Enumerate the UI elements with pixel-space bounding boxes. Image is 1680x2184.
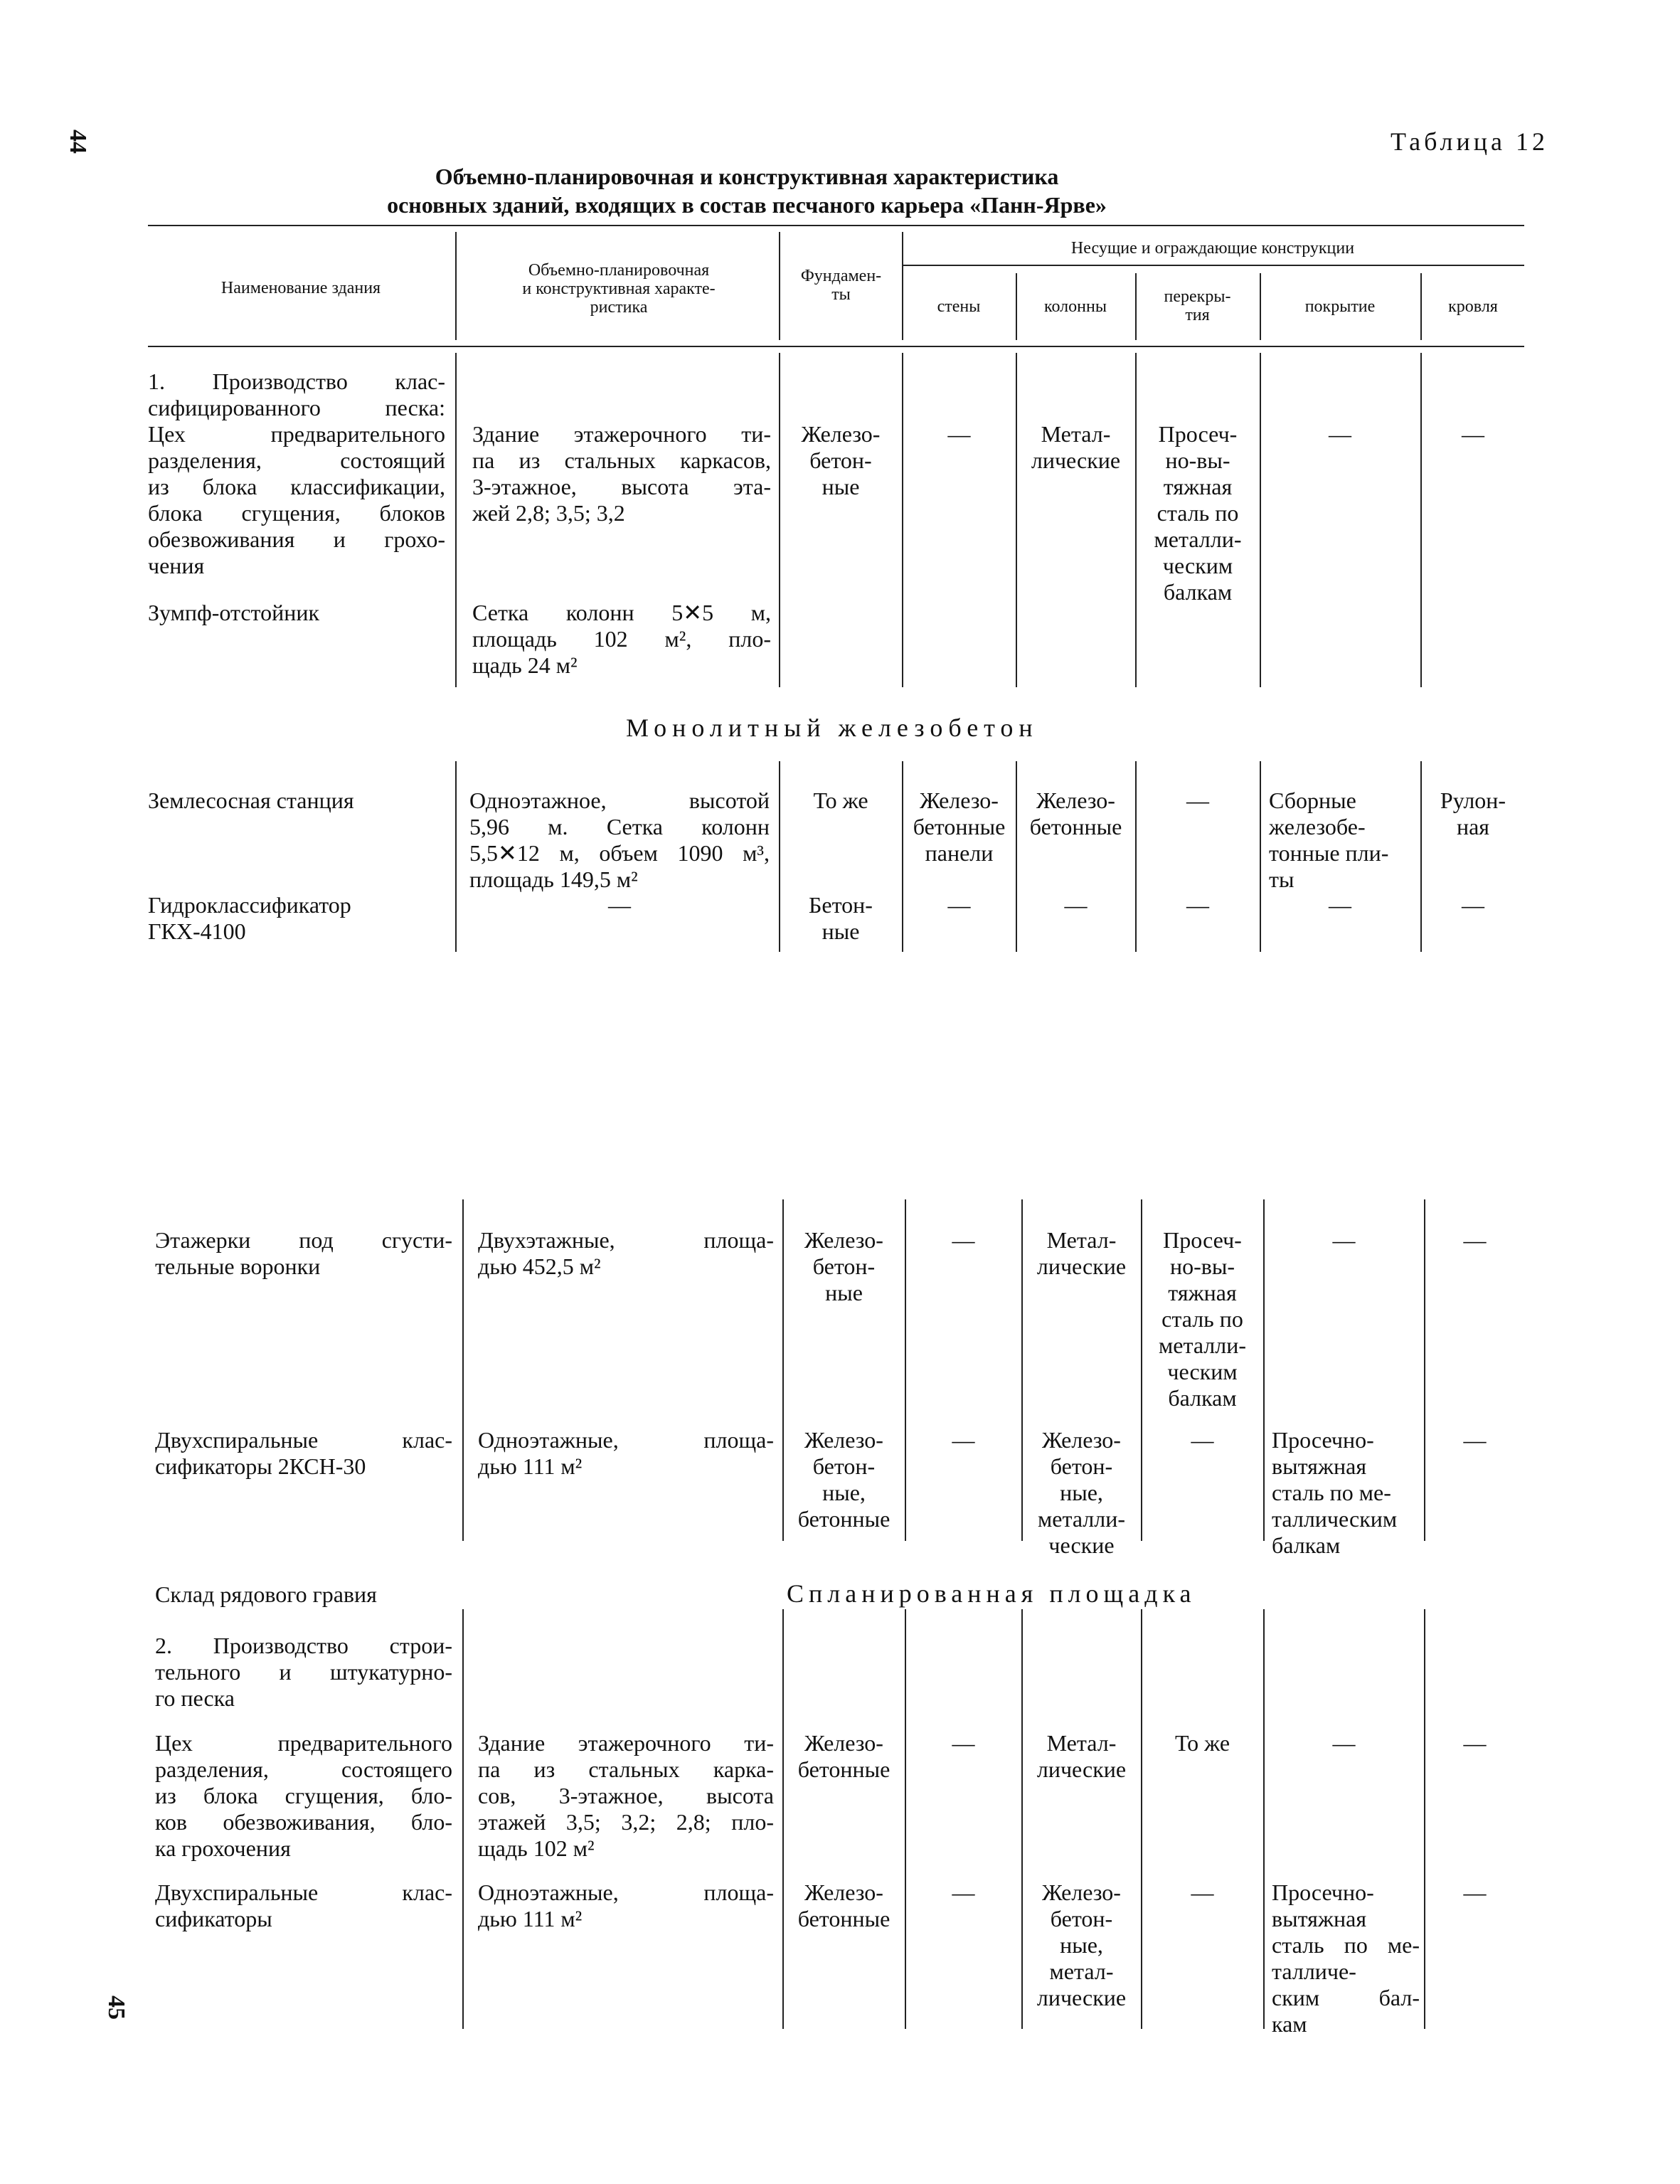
body-divider bbox=[455, 761, 457, 952]
row-3-char-line: площадь 149,5 м² bbox=[469, 866, 638, 892]
row-3-columns-line: бетонные bbox=[1029, 814, 1122, 839]
table-title bbox=[213, 162, 1280, 219]
row-10-roof: — bbox=[1463, 1880, 1487, 1905]
row-10-found-line: Железо- bbox=[804, 1880, 883, 1905]
row-6-covering-line: Просечно- bbox=[1272, 1427, 1374, 1453]
table-title-line2: основных зданий, входящих в состав песчаного карьера «Панн-Ярве» bbox=[387, 192, 1107, 218]
row-5-covering: — bbox=[1332, 1227, 1356, 1253]
row-1-found-line: Железо- bbox=[801, 421, 881, 447]
row-10-covering-line: талличе- bbox=[1272, 1958, 1356, 1984]
row-1-columns-line: лические bbox=[1031, 447, 1121, 473]
row-9-name-line: Цех предварительного bbox=[155, 1730, 452, 1756]
header-divider bbox=[455, 232, 457, 340]
row-5-floors-line: сталь по bbox=[1161, 1306, 1243, 1332]
row-6-found-line: ные, bbox=[822, 1480, 866, 1505]
row-1-name-line: разделения, состоящий bbox=[148, 447, 445, 473]
row-6-roof: — bbox=[1463, 1427, 1487, 1453]
row-5-characteristics bbox=[478, 1227, 774, 1280]
row-8-name-line: тельного и штукатурно- bbox=[155, 1659, 452, 1685]
row-6-name-line: сификаторы 2КСН-30 bbox=[155, 1453, 366, 1479]
section-heading-planned: Спланированная площадка bbox=[787, 1579, 1196, 1608]
row-9-columns-line: лические bbox=[1036, 1756, 1127, 1782]
row-8-name-line: го песка bbox=[155, 1685, 235, 1711]
row-2-char-line: Сетка колонн 5✕5 м, bbox=[472, 600, 771, 625]
row-6-columns-line: ные, bbox=[1060, 1480, 1103, 1505]
row-5-floors-line: металли- bbox=[1158, 1332, 1247, 1358]
row-1-columns bbox=[1017, 421, 1134, 474]
row-4-columns: — bbox=[1064, 892, 1088, 918]
row-1-char-line: па из стальных каркасов, bbox=[472, 447, 771, 473]
row-5-foundations bbox=[784, 1227, 904, 1306]
header-group: Несущие и ограждающие конструкции bbox=[1070, 239, 1355, 258]
row-10-columns bbox=[1023, 1880, 1140, 2011]
header-walls: стены bbox=[937, 297, 981, 316]
row-10-found-line: бетонные bbox=[797, 1906, 890, 1931]
row-1-floors-line: сталь по bbox=[1157, 500, 1239, 526]
header-covering: покрытие bbox=[1304, 297, 1376, 316]
row-9-columns bbox=[1023, 1730, 1140, 1783]
row-3-char-line: Одноэтажное, высотой bbox=[469, 788, 770, 813]
row-10-name-line: Двухспиральные клас- bbox=[155, 1880, 452, 1905]
row-9-characteristics bbox=[478, 1730, 774, 1862]
row-10-char-line: Одноэтажные, площа- bbox=[478, 1880, 774, 1905]
header-foundations-line: Фундамен- bbox=[800, 267, 882, 285]
row-10-columns-line: ные, bbox=[1060, 1932, 1103, 1958]
header-floors-line: перекры- bbox=[1164, 287, 1231, 306]
row-3-covering-line: тонные пли- bbox=[1269, 840, 1389, 866]
row-1-name-line: сифицированного песка: bbox=[148, 395, 445, 420]
row-5-char-line: дью 452,5 м² bbox=[478, 1253, 601, 1279]
row-10-covering-line: ским бал- bbox=[1272, 1985, 1420, 2010]
row-1-floors-line: но-вы- bbox=[1165, 447, 1230, 473]
row-9-covering: — bbox=[1332, 1730, 1356, 1756]
row-3-walls-line: Железо- bbox=[920, 788, 999, 813]
row-1-foundations bbox=[780, 421, 901, 500]
row-3-roof bbox=[1422, 788, 1524, 840]
row-6-columns-line: металли- bbox=[1037, 1506, 1126, 1532]
row-3-covering bbox=[1269, 788, 1415, 893]
row-9-char-line: па из стальных карка- bbox=[478, 1756, 774, 1782]
row-1-name-line: обезвоживания и грохо- bbox=[148, 526, 445, 552]
row-1-found-line: ные bbox=[822, 474, 860, 499]
body-divider bbox=[1424, 1609, 1425, 2029]
row-9-walls: — bbox=[952, 1730, 975, 1756]
row-6-found-line: бетон- bbox=[812, 1453, 876, 1479]
body-divider bbox=[1263, 1609, 1265, 2029]
row-3-char-line: 5,5✕12 м, объем 1090 м³, bbox=[469, 840, 770, 866]
row-5-name bbox=[155, 1227, 452, 1280]
body-divider bbox=[462, 1199, 464, 1541]
header-roof: кровля bbox=[1448, 297, 1498, 316]
body-divider bbox=[455, 353, 457, 687]
row-10-columns-line: метал- bbox=[1049, 1958, 1114, 1984]
row-1-floors-line: Просеч- bbox=[1158, 421, 1238, 447]
row-9-name-line: ка грохочения bbox=[155, 1835, 291, 1861]
row-3-name: Землесосная станция bbox=[148, 788, 354, 813]
row-10-covering bbox=[1272, 1880, 1420, 2037]
row-6-floors: — bbox=[1191, 1427, 1214, 1453]
row-8-name bbox=[155, 1633, 452, 1712]
row-10-columns-line: Железо- bbox=[1042, 1880, 1121, 1905]
row-6-walls: — bbox=[952, 1427, 975, 1453]
row-4-roof: — bbox=[1462, 892, 1484, 918]
row-4-found-line: ные bbox=[822, 918, 860, 944]
row-6-columns bbox=[1023, 1427, 1140, 1559]
row-5-floors bbox=[1142, 1227, 1262, 1411]
row-10-floors: — bbox=[1191, 1880, 1214, 1905]
header-floors-line: тия bbox=[1185, 306, 1210, 324]
row-2-characteristics bbox=[472, 600, 771, 679]
row-5-columns-line: лические bbox=[1036, 1253, 1127, 1279]
row-3-covering-line: ты bbox=[1269, 866, 1294, 892]
body-divider bbox=[1260, 353, 1261, 687]
row-1-floors-line: тяжная bbox=[1163, 474, 1233, 499]
row-9-char-line: этажей 3,5; 3,2; 2,8; пло- bbox=[478, 1809, 774, 1835]
row-10-columns-line: лические bbox=[1036, 1985, 1127, 2010]
row-4-name-line: ГКХ-4100 bbox=[148, 918, 246, 944]
row-3-columns-line: Железо- bbox=[1036, 788, 1115, 813]
row-6-covering-line: балкам bbox=[1272, 1532, 1341, 1558]
row-4-characteristics: — bbox=[608, 892, 631, 918]
row-1-name-line: 1. Производство клас- bbox=[148, 369, 445, 394]
table-title-line1: Объемно-планировочная и конструктивная характеристика bbox=[435, 164, 1059, 189]
row-5-floors-line: ческим bbox=[1167, 1359, 1238, 1384]
row-5-floors-line: тяжная bbox=[1168, 1280, 1237, 1305]
body-divider bbox=[1141, 1609, 1142, 2029]
row-5-floors-line: балкам bbox=[1168, 1385, 1237, 1411]
row-8-name-line: 2. Производство строи- bbox=[155, 1633, 452, 1658]
row-4-floors: — bbox=[1186, 892, 1209, 918]
body-divider bbox=[905, 1609, 906, 2029]
row-3-walls-line: бетонные bbox=[913, 814, 1006, 839]
row-3-char-line: 5,96 м. Сетка колонн bbox=[469, 814, 770, 839]
body-divider bbox=[1260, 761, 1261, 952]
section-heading-monolith: Монолитный железобетон bbox=[626, 714, 1038, 742]
row-3-roof-line: Рулон- bbox=[1440, 788, 1506, 813]
table-label: Таблица 12 bbox=[1391, 127, 1548, 156]
header-group-rule bbox=[902, 265, 1524, 266]
row-10-columns-line: бетон- bbox=[1050, 1906, 1113, 1931]
row-6-covering-line: таллическим bbox=[1272, 1506, 1398, 1532]
row-9-char-line: Здание этажерочного ти- bbox=[478, 1730, 774, 1756]
body-divider bbox=[1420, 353, 1422, 687]
row-6-columns-line: Железо- bbox=[1042, 1427, 1121, 1453]
row-1-floors-line: ческим bbox=[1162, 553, 1233, 578]
row-9-name-line: ков обезвоживания, бло- bbox=[155, 1809, 452, 1835]
row-10-foundations bbox=[784, 1880, 904, 1932]
row-10-characteristics bbox=[478, 1880, 774, 1932]
row-6-characteristics bbox=[478, 1427, 774, 1480]
row-4-walls: — bbox=[947, 892, 971, 918]
row-1-floors-line: металли- bbox=[1154, 526, 1242, 552]
row-5-name-line: Этажерки под сгусти- bbox=[155, 1227, 452, 1253]
header-floors bbox=[1137, 287, 1258, 324]
row-5-columns-line: Метал- bbox=[1046, 1227, 1117, 1253]
row-4-found-line: Бетон- bbox=[809, 892, 873, 918]
row-6-covering-line: сталь по ме- bbox=[1272, 1480, 1391, 1505]
row-6-covering bbox=[1272, 1427, 1420, 1559]
row-4-name-line: Гидроклассификатор bbox=[148, 892, 351, 918]
row-5-columns bbox=[1023, 1227, 1140, 1280]
row-9-name-line: из блока сгущения, бло- bbox=[155, 1783, 452, 1808]
row-1-name-line: блока сгущения, блоков bbox=[148, 500, 445, 526]
row-1-floors bbox=[1137, 421, 1259, 605]
row-1-found-line: бетон- bbox=[809, 447, 872, 473]
body-divider bbox=[462, 1609, 464, 2029]
row-6-found-line: бетонные bbox=[797, 1506, 890, 1532]
row-6-char-line: дью 111 м² bbox=[478, 1453, 583, 1479]
row-6-name bbox=[155, 1427, 452, 1480]
row-2-char-line: площадь 102 м², пло- bbox=[472, 626, 771, 652]
header-name: Наименование здания bbox=[220, 279, 381, 297]
page-number-left: 44 bbox=[65, 129, 91, 154]
row-9-char-line: сов, 3-этажное, высота bbox=[478, 1783, 774, 1808]
row-5-found-line: бетон- bbox=[812, 1253, 876, 1279]
row-6-covering-line: вытяжная bbox=[1272, 1453, 1367, 1479]
row-3-covering-line: железобе- bbox=[1269, 814, 1366, 839]
header-foundations-line: ты bbox=[831, 285, 851, 304]
row-9-foundations bbox=[784, 1730, 904, 1783]
row-9-roof: — bbox=[1463, 1730, 1487, 1756]
row-3-columns bbox=[1017, 788, 1134, 840]
row-5-floors-line: Просеч- bbox=[1163, 1227, 1242, 1253]
header-characteristics-line: и конструктивная характе- bbox=[522, 280, 716, 298]
row-6-char-line: Одноэтажные, площа- bbox=[478, 1427, 774, 1453]
row-2-name: Зумпф-отстойник bbox=[148, 600, 320, 625]
row-1-char-line: жей 2,8; 3,5; 3,2 bbox=[472, 500, 625, 526]
row-6-name-line: Двухспиральные клас- bbox=[155, 1427, 452, 1453]
row-3-characteristics bbox=[469, 788, 770, 893]
row-1-walls: — bbox=[947, 421, 971, 447]
row-5-floors-line: но-вы- bbox=[1169, 1253, 1235, 1279]
row-4-covering: — bbox=[1329, 892, 1351, 918]
body-divider bbox=[782, 1609, 784, 2029]
row-10-covering-line: Просечно- bbox=[1272, 1880, 1374, 1905]
row-7-name: Склад рядового гравия bbox=[155, 1581, 377, 1607]
row-5-found-line: Железо- bbox=[804, 1227, 883, 1253]
row-6-foundations bbox=[784, 1427, 904, 1532]
header-bottom-rule bbox=[148, 346, 1524, 347]
row-9-char-line: щадь 102 м² bbox=[478, 1835, 595, 1861]
row-1-name-line: чения bbox=[148, 553, 205, 578]
header-characteristics-line: ристика bbox=[590, 298, 648, 317]
row-3-walls bbox=[903, 788, 1015, 866]
row-10-char-line: дью 111 м² bbox=[478, 1906, 583, 1931]
row-3-covering-line: Сборные bbox=[1269, 788, 1356, 813]
row-9-found-line: бетонные bbox=[797, 1756, 890, 1782]
row-1-char-line: 3-этажное, высота эта- bbox=[472, 474, 771, 499]
header-characteristics-line: Объемно-планировочная bbox=[528, 261, 710, 280]
header-columns: колонны bbox=[1044, 297, 1107, 316]
page-number-right: 45 bbox=[103, 1995, 129, 2020]
row-9-name bbox=[155, 1730, 452, 1862]
row-3-roof-line: ная bbox=[1456, 814, 1490, 839]
body-divider bbox=[902, 353, 903, 687]
body-divider bbox=[779, 353, 780, 687]
row-10-name-line: сификаторы bbox=[155, 1906, 272, 1931]
row-1-floors-line: балкам bbox=[1163, 579, 1233, 605]
row-10-covering-line: вытяжная bbox=[1272, 1906, 1367, 1931]
header-top-rule bbox=[148, 225, 1524, 226]
row-9-columns-line: Метал- bbox=[1046, 1730, 1117, 1756]
row-5-char-line: Двухэтажные, площа- bbox=[478, 1227, 774, 1253]
row-1-char-line: Здание этажерочного ти- bbox=[472, 421, 771, 447]
row-1-name bbox=[148, 369, 445, 579]
row-4-foundations bbox=[780, 892, 901, 945]
row-6-columns-line: ческие bbox=[1048, 1532, 1115, 1558]
row-2-char-line: щадь 24 м² bbox=[472, 652, 578, 678]
row-3-foundations: То же bbox=[813, 788, 868, 813]
row-5-found-line: ные bbox=[825, 1280, 863, 1305]
row-1-covering: — bbox=[1329, 421, 1351, 447]
row-6-columns-line: бетон- bbox=[1050, 1453, 1113, 1479]
row-9-name-line: разделения, состоящего bbox=[155, 1756, 452, 1782]
row-9-floors: То же bbox=[1174, 1730, 1230, 1756]
row-4-name bbox=[148, 892, 445, 945]
header-divider bbox=[779, 232, 780, 340]
row-6-found-line: Железо- bbox=[804, 1427, 883, 1453]
row-10-covering-line: кам bbox=[1272, 2011, 1307, 2037]
row-1-columns-line: Метал- bbox=[1041, 421, 1111, 447]
row-10-walls: — bbox=[952, 1880, 975, 1905]
row-1-name-line: Цех предварительного bbox=[148, 421, 445, 447]
row-10-covering-line: сталь по ме- bbox=[1272, 1932, 1420, 1958]
header-characteristics bbox=[462, 261, 775, 317]
row-9-found-line: Железо- bbox=[804, 1730, 883, 1756]
row-5-walls: — bbox=[952, 1227, 975, 1253]
row-1-name-line: из блока классификации, bbox=[148, 474, 445, 499]
header-foundations bbox=[782, 267, 900, 304]
row-5-roof: — bbox=[1463, 1227, 1487, 1253]
row-10-name bbox=[155, 1880, 452, 1932]
row-1-characteristics bbox=[472, 421, 771, 526]
row-1-roof: — bbox=[1462, 421, 1484, 447]
body-divider bbox=[1016, 353, 1017, 687]
row-3-walls-line: панели bbox=[925, 840, 994, 866]
row-5-name-line: тельные воронки bbox=[155, 1253, 321, 1279]
row-3-floors: — bbox=[1186, 788, 1209, 813]
